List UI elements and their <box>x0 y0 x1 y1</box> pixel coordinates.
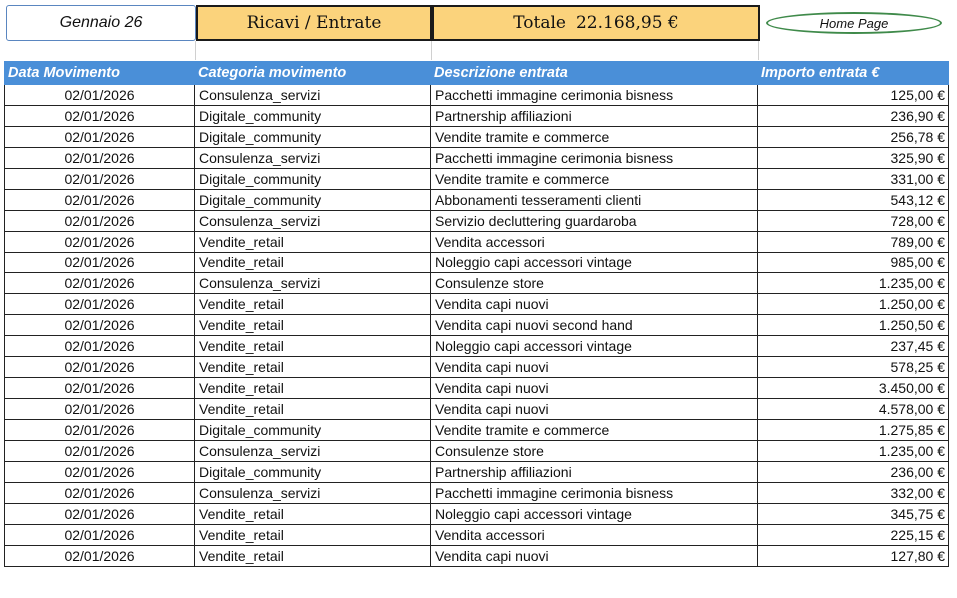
cell-category[interactable]: Consulenza_servizi <box>195 482 431 503</box>
cell-date[interactable]: 02/01/2026 <box>5 252 195 273</box>
cell-description[interactable]: Noleggio capi accessori vintage <box>431 252 758 273</box>
cell-date[interactable]: 02/01/2026 <box>5 315 195 336</box>
cell-category[interactable]: Consulenza_servizi <box>195 273 431 294</box>
total-cell[interactable] <box>432 5 760 41</box>
cell-date[interactable]: 02/01/2026 <box>5 294 195 315</box>
cell-amount[interactable]: 236,00 € <box>758 461 949 482</box>
blank-cell[interactable] <box>196 41 432 60</box>
table-row <box>5 399 949 420</box>
cell-description[interactable]: Vendita capi nuovi <box>431 545 758 566</box>
cell-description[interactable]: Vendita capi nuovi <box>431 294 758 315</box>
table-row <box>5 336 949 357</box>
table-row <box>5 231 949 252</box>
cell-date[interactable]: 02/01/2026 <box>5 440 195 461</box>
cell-description[interactable]: Partnership affiliazioni <box>431 461 758 482</box>
cell-category[interactable]: Digitale_community <box>195 105 431 126</box>
cell-amount[interactable]: 325,90 € <box>758 147 949 168</box>
cell-amount[interactable]: 789,00 € <box>758 231 949 252</box>
cell-category[interactable]: Vendite_retail <box>195 357 431 378</box>
blank-cell[interactable] <box>6 41 196 60</box>
table-row <box>5 482 949 503</box>
cell-amount[interactable]: 728,00 € <box>758 210 949 231</box>
table-row <box>5 524 949 545</box>
cell-amount[interactable]: 985,00 € <box>758 252 949 273</box>
cell-category[interactable]: Consulenza_servizi <box>195 210 431 231</box>
cell-description[interactable]: Consulenze store <box>431 440 758 461</box>
cell-amount[interactable]: 1.250,50 € <box>758 315 949 336</box>
cell-amount[interactable]: 331,00 € <box>758 168 949 189</box>
table-row <box>5 503 949 524</box>
cell-date[interactable]: 02/01/2026 <box>5 231 195 252</box>
cell-description[interactable]: Noleggio capi accessori vintage <box>431 503 758 524</box>
cell-category[interactable]: Digitale_community <box>195 420 431 441</box>
cell-description[interactable]: Pacchetti immagine cerimonia bisness <box>431 482 758 503</box>
table-row <box>5 189 949 210</box>
cell-date[interactable]: 02/01/2026 <box>5 85 195 106</box>
cell-amount[interactable]: 1.275,85 € <box>758 420 949 441</box>
cell-description[interactable]: Pacchetti immagine cerimonia bisness <box>431 85 758 106</box>
table-header-row <box>5 62 949 85</box>
table-body <box>5 85 949 567</box>
cell-date[interactable]: 02/01/2026 <box>5 336 195 357</box>
cell-amount[interactable]: 1.235,00 € <box>758 440 949 461</box>
cell-amount[interactable]: 345,75 € <box>758 503 949 524</box>
table-row <box>5 252 949 273</box>
cell-amount[interactable]: 237,45 € <box>758 336 949 357</box>
column-header-date[interactable]: Data Movimento <box>5 62 195 85</box>
cell-description[interactable]: Consulenze store <box>431 273 758 294</box>
cell-date[interactable]: 02/01/2026 <box>5 503 195 524</box>
cell-category[interactable]: Vendite_retail <box>195 336 431 357</box>
cell-category[interactable]: Digitale_community <box>195 168 431 189</box>
cell-date[interactable]: 02/01/2026 <box>5 482 195 503</box>
table-row <box>5 273 949 294</box>
cell-amount[interactable]: 543,12 € <box>758 189 949 210</box>
column-header-description[interactable]: Descrizione entrata <box>431 62 758 85</box>
cell-category[interactable]: Vendite_retail <box>195 294 431 315</box>
cell-category[interactable]: Vendite_retail <box>195 524 431 545</box>
table-row <box>5 315 949 336</box>
column-header-amount[interactable]: Importo entrata € <box>758 62 949 85</box>
cell-date[interactable]: 02/01/2026 <box>5 357 195 378</box>
cell-category[interactable]: Vendite_retail <box>195 378 431 399</box>
cell-date[interactable]: 02/01/2026 <box>5 461 195 482</box>
table-row <box>5 85 949 106</box>
cell-amount[interactable]: 225,15 € <box>758 524 949 545</box>
cell-description[interactable]: Abbonamenti tesseramenti clienti <box>431 189 758 210</box>
cell-description[interactable]: Vendita capi nuovi second hand <box>431 315 758 336</box>
cell-category[interactable]: Vendite_retail <box>195 503 431 524</box>
cell-description[interactable]: Noleggio capi accessori vintage <box>431 336 758 357</box>
cell-date[interactable]: 02/01/2026 <box>5 189 195 210</box>
month-cell[interactable] <box>6 5 196 41</box>
cell-category[interactable]: Vendite_retail <box>195 252 431 273</box>
cell-description[interactable]: Vendita accessori <box>431 524 758 545</box>
total-value: 22.168,95 € <box>575 13 679 33</box>
cell-category[interactable]: Consulenza_servizi <box>195 440 431 461</box>
cell-description[interactable]: Partnership affiliazioni <box>431 105 758 126</box>
table-row <box>5 461 949 482</box>
cell-amount[interactable]: 125,00 € <box>758 85 949 106</box>
cell-category[interactable]: Vendite_retail <box>195 399 431 420</box>
table-row <box>5 378 949 399</box>
cell-date[interactable]: 02/01/2026 <box>5 126 195 147</box>
table-row <box>5 210 949 231</box>
cell-date[interactable]: 02/01/2026 <box>5 545 195 566</box>
cell-description[interactable]: Vendita capi nuovi <box>431 357 758 378</box>
month-label: Gennaio 26 <box>59 14 143 31</box>
cell-category[interactable]: Digitale_community <box>195 189 431 210</box>
cell-date[interactable]: 02/01/2026 <box>5 524 195 545</box>
table-row <box>5 357 949 378</box>
cell-category[interactable]: Consulenza_servizi <box>195 147 431 168</box>
cell-date[interactable]: 02/01/2026 <box>5 105 195 126</box>
cell-amount[interactable]: 4.578,00 € <box>758 399 949 420</box>
blank-row <box>6 41 948 60</box>
table-row <box>5 147 949 168</box>
cell-category[interactable]: Digitale_community <box>195 126 431 147</box>
home-page-label: Home Page <box>819 15 889 31</box>
cell-date[interactable]: 02/01/2026 <box>5 147 195 168</box>
cell-date[interactable]: 02/01/2026 <box>5 378 195 399</box>
cell-date[interactable]: 02/01/2026 <box>5 420 195 441</box>
cell-amount[interactable]: 127,80 € <box>758 545 949 566</box>
cell-amount[interactable]: 578,25 € <box>758 357 949 378</box>
cell-date[interactable]: 02/01/2026 <box>5 168 195 189</box>
table-row <box>5 126 949 147</box>
page-title: Ricavi / Entrate <box>246 13 382 33</box>
cell-description[interactable]: Vendita accessori <box>431 231 758 252</box>
cell-description[interactable]: Vendite tramite e commerce <box>431 168 758 189</box>
cell-category[interactable]: Vendite_retail <box>195 231 431 252</box>
income-table <box>4 61 949 567</box>
home-page-button[interactable] <box>766 12 942 34</box>
table-row <box>5 420 949 441</box>
cell-category[interactable]: Vendite_retail <box>195 315 431 336</box>
cell-description[interactable]: Pacchetti immagine cerimonia bisness <box>431 147 758 168</box>
home-cell <box>760 5 948 41</box>
cell-description[interactable]: Vendite tramite e commerce <box>431 126 758 147</box>
cell-category[interactable]: Digitale_community <box>195 461 431 482</box>
cell-amount[interactable]: 1.235,00 € <box>758 273 949 294</box>
cell-amount[interactable]: 1.250,00 € <box>758 294 949 315</box>
table-row <box>5 294 949 315</box>
table-row <box>5 105 949 126</box>
cell-category[interactable]: Consulenza_servizi <box>195 85 431 106</box>
cell-description[interactable]: Vendita capi nuovi <box>431 399 758 420</box>
blank-cell[interactable] <box>432 41 759 60</box>
table-row <box>5 545 949 566</box>
cell-description[interactable]: Servizio decluttering guardaroba <box>431 210 758 231</box>
table-row <box>5 440 949 461</box>
cell-amount[interactable]: 3.450,00 € <box>758 378 949 399</box>
cell-description[interactable]: Vendita capi nuovi <box>431 378 758 399</box>
table-row <box>5 168 949 189</box>
cell-category[interactable]: Vendite_retail <box>195 545 431 566</box>
column-header-category[interactable]: Categoria movimento <box>195 62 431 85</box>
cell-description[interactable]: Vendite tramite e commerce <box>431 420 758 441</box>
cell-amount[interactable]: 256,78 € <box>758 126 949 147</box>
title-cell[interactable] <box>196 5 432 41</box>
cell-amount[interactable]: 332,00 € <box>758 482 949 503</box>
cell-date[interactable]: 02/01/2026 <box>5 273 195 294</box>
blank-cell[interactable] <box>759 41 948 60</box>
cell-date[interactable]: 02/01/2026 <box>5 399 195 420</box>
cell-amount[interactable]: 236,90 € <box>758 105 949 126</box>
cell-date[interactable]: 02/01/2026 <box>5 210 195 231</box>
total-label: Totale <box>513 13 566 33</box>
